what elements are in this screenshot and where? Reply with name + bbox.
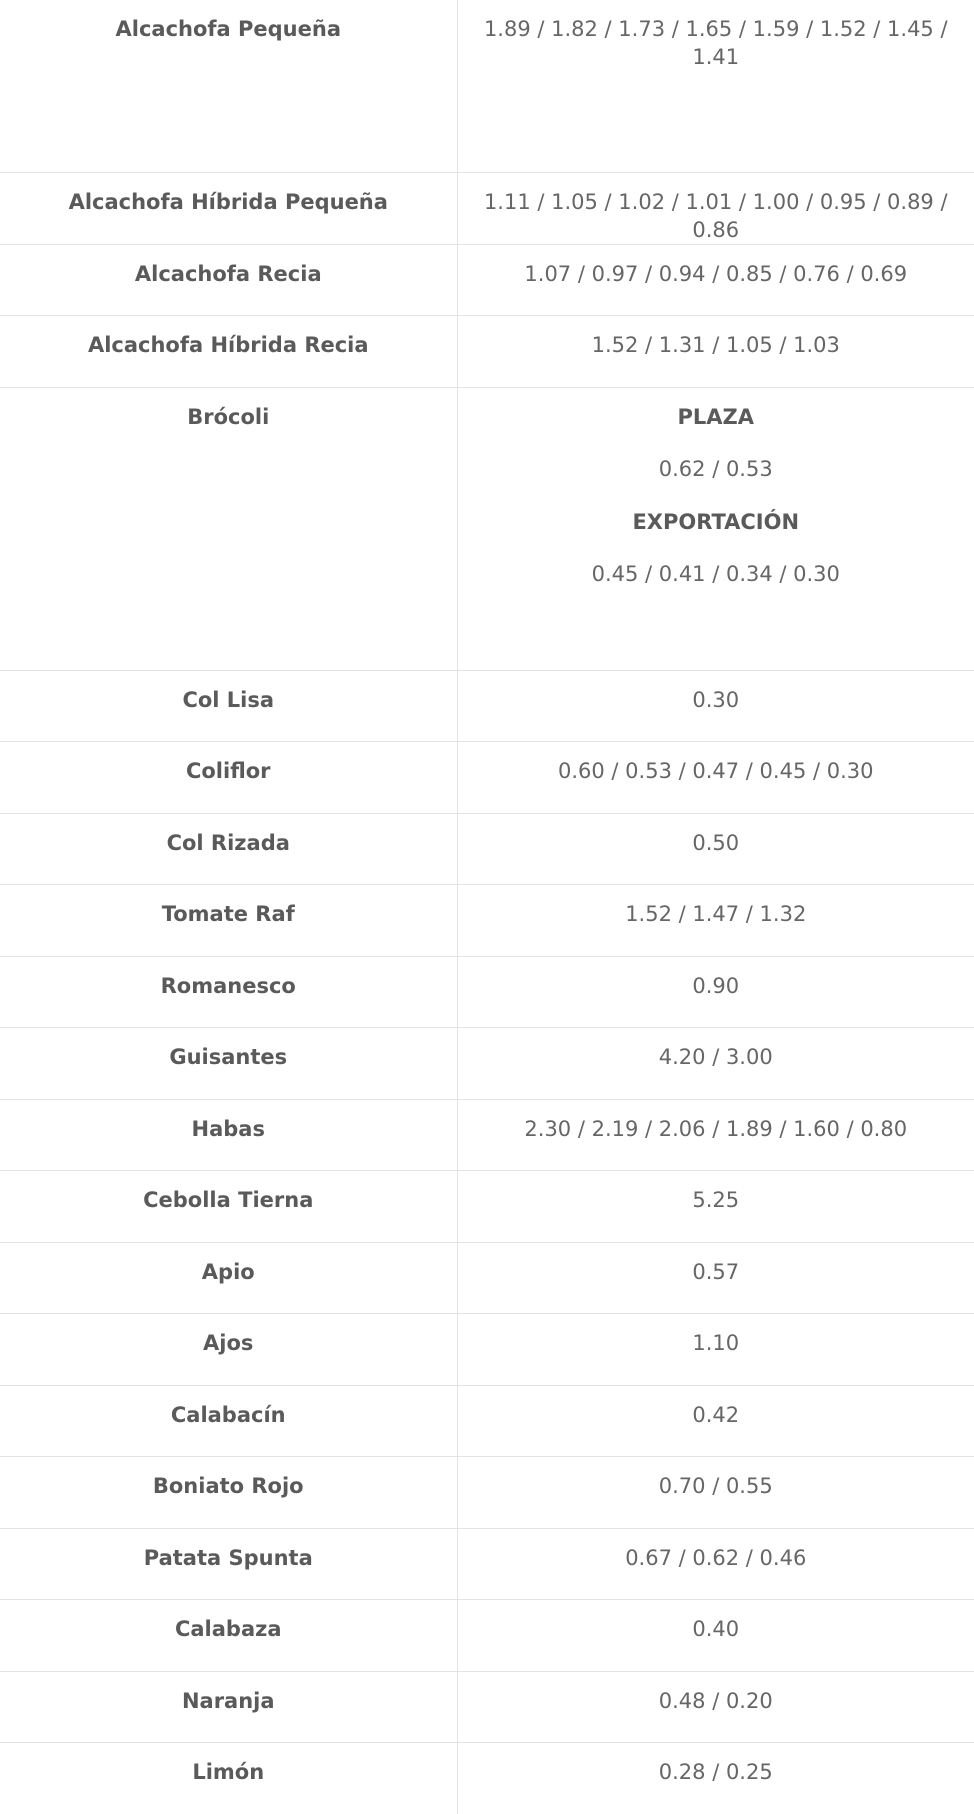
table-row bbox=[0, 0, 974, 172]
table-row bbox=[0, 1242, 974, 1314]
product-prices: 0.57 bbox=[457, 1242, 974, 1314]
table-row bbox=[0, 1671, 974, 1743]
product-prices: 0.30 bbox=[457, 670, 974, 742]
export-label: EXPORTACIÓN bbox=[632, 508, 799, 536]
product-prices: 0.70 / 0.55 bbox=[457, 1457, 974, 1529]
product-prices: 0.40 bbox=[457, 1600, 974, 1672]
table-row bbox=[0, 956, 974, 1028]
table-row bbox=[0, 742, 974, 814]
export-prices: 0.45 / 0.41 / 0.34 / 0.30 bbox=[592, 560, 840, 588]
product-prices: 2.30 / 2.19 / 2.06 / 1.89 / 1.60 / 0.80 bbox=[457, 1099, 974, 1171]
broccoli-price-block bbox=[468, 403, 965, 613]
product-name: Ajos bbox=[0, 1314, 457, 1386]
table-row bbox=[0, 244, 974, 316]
product-prices: 0.60 / 0.53 / 0.47 / 0.45 / 0.30 bbox=[457, 742, 974, 814]
table-row bbox=[0, 1171, 974, 1243]
table-row bbox=[0, 885, 974, 957]
table-row bbox=[0, 670, 974, 742]
table-row bbox=[0, 1743, 974, 1814]
table-row bbox=[0, 316, 974, 388]
product-prices: 1.10 bbox=[457, 1314, 974, 1386]
table-row bbox=[0, 813, 974, 885]
plaza-label: PLAZA bbox=[677, 403, 754, 431]
product-name: Col Lisa bbox=[0, 670, 457, 742]
table-row bbox=[0, 1028, 974, 1100]
product-prices: 1.52 / 1.31 / 1.05 / 1.03 bbox=[457, 316, 974, 388]
product-prices: 5.25 bbox=[457, 1171, 974, 1243]
product-name: Alcachofa Recia bbox=[0, 244, 457, 316]
product-name: Alcachofa Híbrida Recia bbox=[0, 316, 457, 388]
table-row bbox=[0, 1528, 974, 1600]
product-name: Romanesco bbox=[0, 956, 457, 1028]
product-prices: 0.42 bbox=[457, 1385, 974, 1457]
product-prices: 4.20 / 3.00 bbox=[457, 1028, 974, 1100]
product-prices: 1.07 / 0.97 / 0.94 / 0.85 / 0.76 / 0.69 bbox=[457, 244, 974, 316]
product-prices: 1.11 / 1.05 / 1.02 / 1.01 / 1.00 / 0.95 / 0.89 / 0.86 bbox=[457, 172, 974, 244]
product-prices: 0.90 bbox=[457, 956, 974, 1028]
product-name: Tomate Raf bbox=[0, 885, 457, 957]
product-prices: 0.67 / 0.62 / 0.46 bbox=[457, 1528, 974, 1600]
product-prices: 0.50 bbox=[457, 813, 974, 885]
product-name: Guisantes bbox=[0, 1028, 457, 1100]
plaza-prices: 0.62 / 0.53 bbox=[659, 455, 773, 483]
product-name: Calabaza bbox=[0, 1600, 457, 1672]
product-name: Patata Spunta bbox=[0, 1528, 457, 1600]
product-prices: 0.28 / 0.25 bbox=[457, 1743, 974, 1814]
product-name: Naranja bbox=[0, 1671, 457, 1743]
table-row bbox=[0, 1457, 974, 1529]
product-name: Habas bbox=[0, 1099, 457, 1171]
product-prices: 0.48 / 0.20 bbox=[457, 1671, 974, 1743]
table-row bbox=[0, 387, 974, 670]
product-name: Calabacín bbox=[0, 1385, 457, 1457]
product-name: Brócoli bbox=[0, 387, 457, 670]
product-prices bbox=[457, 387, 974, 670]
table-row bbox=[0, 1600, 974, 1672]
product-name: Boniato Rojo bbox=[0, 1457, 457, 1529]
product-prices: 1.89 / 1.82 / 1.73 / 1.65 / 1.59 / 1.52 / 1.45 / 1.41 bbox=[457, 0, 974, 172]
product-name: Alcachofa Pequeña bbox=[0, 0, 457, 172]
product-name: Alcachofa Híbrida Pequeña bbox=[0, 172, 457, 244]
product-name: Apio bbox=[0, 1242, 457, 1314]
product-name: Col Rizada bbox=[0, 813, 457, 885]
table-row bbox=[0, 1385, 974, 1457]
product-prices: 1.52 / 1.47 / 1.32 bbox=[457, 885, 974, 957]
table-row bbox=[0, 1099, 974, 1171]
table-row bbox=[0, 1314, 974, 1386]
product-name: Cebolla Tierna bbox=[0, 1171, 457, 1243]
product-name: Coliflor bbox=[0, 742, 457, 814]
table-row bbox=[0, 172, 974, 244]
product-name: Limón bbox=[0, 1743, 457, 1814]
